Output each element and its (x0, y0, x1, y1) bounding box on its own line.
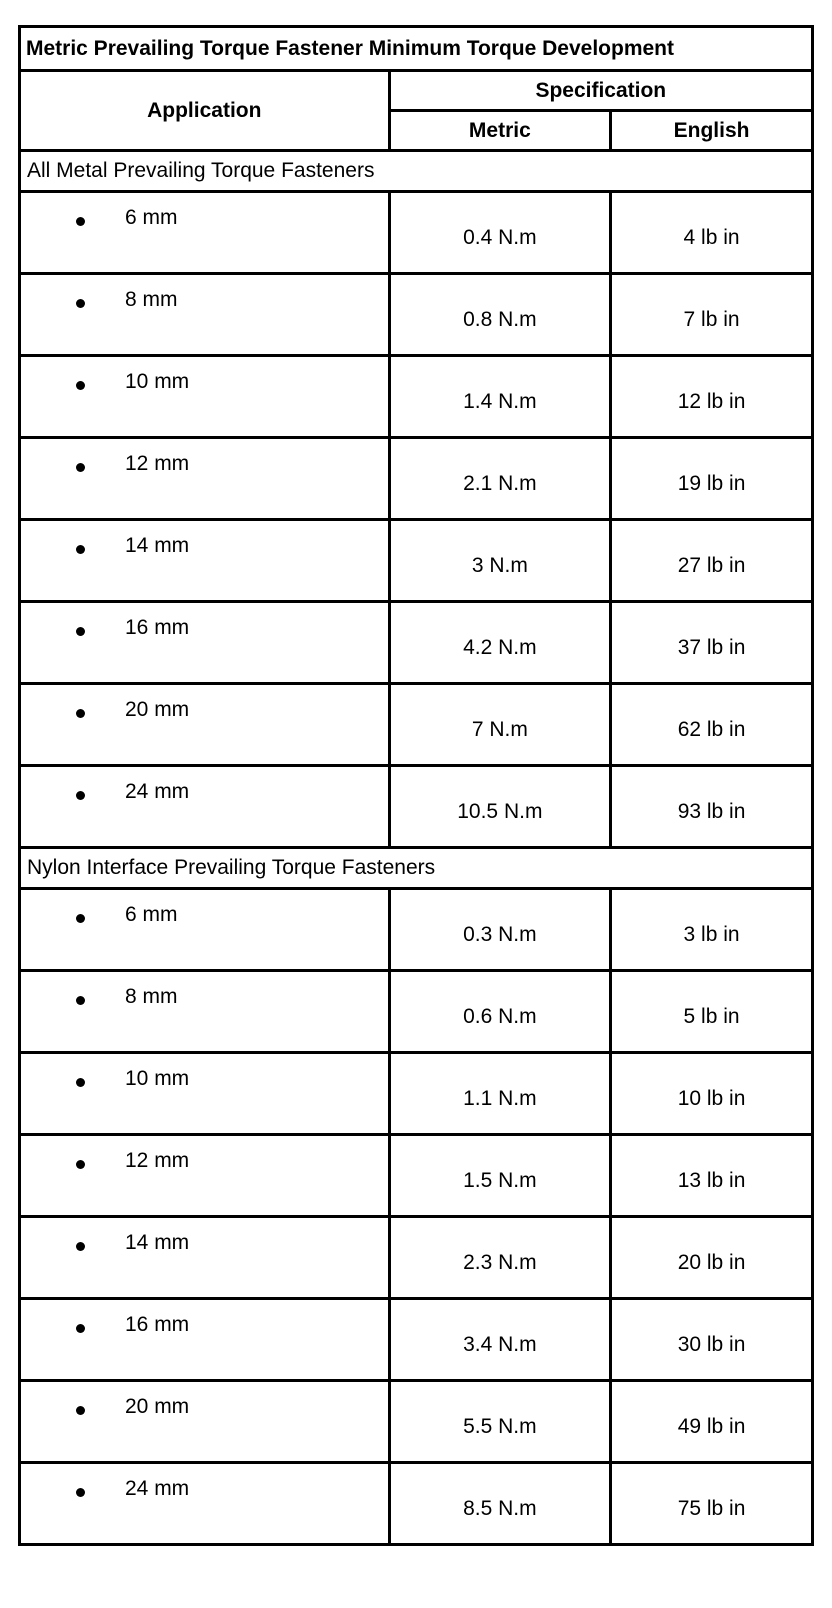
application-cell (20, 1463, 390, 1545)
fastener-size: 6 mm (125, 206, 178, 229)
fastener-size: 10 mm (125, 1067, 190, 1090)
metric-header: Metric (389, 111, 611, 151)
bullet-icon (76, 1406, 85, 1415)
bullet-icon (76, 914, 85, 923)
table-row (20, 438, 813, 520)
fastener-size: 12 mm (125, 452, 190, 475)
table-row (20, 766, 813, 848)
bullet-icon (76, 709, 85, 718)
table-row (20, 1135, 813, 1217)
table-body (20, 151, 813, 1545)
table-row (20, 1381, 813, 1463)
table-title: Metric Prevailing Torque Fastener Minimum Torque Development (20, 27, 813, 71)
bullet-icon (76, 1160, 85, 1169)
application-cell (20, 1217, 390, 1299)
english-value: 20 lb in (611, 1217, 813, 1299)
header-row-specification (20, 71, 813, 111)
english-value: 5 lb in (611, 971, 813, 1053)
english-value: 93 lb in (611, 766, 813, 848)
table-row (20, 602, 813, 684)
application-cell (20, 356, 390, 438)
fastener-size: 12 mm (125, 1149, 190, 1172)
bullet-icon (76, 1324, 85, 1333)
section-row (20, 848, 813, 889)
metric-value: 3 N.m (389, 520, 611, 602)
table-row (20, 520, 813, 602)
metric-value: 4.2 N.m (389, 602, 611, 684)
table-row (20, 1217, 813, 1299)
table-row (20, 1463, 813, 1545)
torque-spec-table (18, 25, 814, 1546)
english-value: 62 lb in (611, 684, 813, 766)
table-row (20, 1053, 813, 1135)
english-value: 30 lb in (611, 1299, 813, 1381)
fastener-size: 20 mm (125, 698, 190, 721)
english-header: English (611, 111, 813, 151)
fastener-size: 16 mm (125, 1313, 190, 1336)
application-cell (20, 1053, 390, 1135)
metric-value: 3.4 N.m (389, 1299, 611, 1381)
bullet-icon (76, 381, 85, 390)
specification-header: Specification (389, 71, 812, 111)
english-value: 4 lb in (611, 192, 813, 274)
metric-value: 0.4 N.m (389, 192, 611, 274)
metric-value: 1.4 N.m (389, 356, 611, 438)
application-cell (20, 1135, 390, 1217)
metric-value: 0.8 N.m (389, 274, 611, 356)
english-value: 10 lb in (611, 1053, 813, 1135)
english-value: 75 lb in (611, 1463, 813, 1545)
english-value: 7 lb in (611, 274, 813, 356)
metric-value: 0.6 N.m (389, 971, 611, 1053)
application-cell (20, 602, 390, 684)
fastener-size: 8 mm (125, 288, 178, 311)
bullet-icon (76, 217, 85, 226)
section-label: All Metal Prevailing Torque Fasteners (20, 151, 813, 192)
application-cell (20, 971, 390, 1053)
metric-value: 1.5 N.m (389, 1135, 611, 1217)
bullet-icon (76, 627, 85, 636)
table-row (20, 971, 813, 1053)
table-row (20, 192, 813, 274)
metric-value: 2.3 N.m (389, 1217, 611, 1299)
metric-value: 10.5 N.m (389, 766, 611, 848)
english-value: 27 lb in (611, 520, 813, 602)
application-cell (20, 192, 390, 274)
fastener-size: 24 mm (125, 780, 190, 803)
application-cell (20, 684, 390, 766)
bullet-icon (76, 463, 85, 472)
application-header: Application (20, 71, 390, 151)
table-row (20, 274, 813, 356)
bullet-icon (76, 1078, 85, 1087)
english-value: 12 lb in (611, 356, 813, 438)
fastener-size: 14 mm (125, 1231, 190, 1254)
english-value: 37 lb in (611, 602, 813, 684)
bullet-icon (76, 299, 85, 308)
fastener-size: 20 mm (125, 1395, 190, 1418)
section-row (20, 151, 813, 192)
metric-value: 2.1 N.m (389, 438, 611, 520)
application-cell (20, 889, 390, 971)
application-cell (20, 1381, 390, 1463)
table-row (20, 889, 813, 971)
title-row (20, 27, 813, 71)
bullet-icon (76, 1488, 85, 1497)
application-cell (20, 438, 390, 520)
table-row (20, 1299, 813, 1381)
application-cell (20, 520, 390, 602)
english-value: 13 lb in (611, 1135, 813, 1217)
fastener-size: 6 mm (125, 903, 178, 926)
application-cell (20, 1299, 390, 1381)
fastener-size: 16 mm (125, 616, 190, 639)
english-value: 19 lb in (611, 438, 813, 520)
english-value: 3 lb in (611, 889, 813, 971)
bullet-icon (76, 1242, 85, 1251)
fastener-size: 14 mm (125, 534, 190, 557)
metric-value: 5.5 N.m (389, 1381, 611, 1463)
application-cell (20, 274, 390, 356)
application-cell (20, 766, 390, 848)
fastener-size: 10 mm (125, 370, 190, 393)
metric-value: 1.1 N.m (389, 1053, 611, 1135)
english-value: 49 lb in (611, 1381, 813, 1463)
bullet-icon (76, 545, 85, 554)
section-label: Nylon Interface Prevailing Torque Fasteners (20, 848, 813, 889)
table-row (20, 684, 813, 766)
metric-value: 7 N.m (389, 684, 611, 766)
metric-value: 0.3 N.m (389, 889, 611, 971)
bullet-icon (76, 791, 85, 800)
fastener-size: 24 mm (125, 1477, 190, 1500)
table-row (20, 356, 813, 438)
metric-value: 8.5 N.m (389, 1463, 611, 1545)
fastener-size: 8 mm (125, 985, 178, 1008)
bullet-icon (76, 996, 85, 1005)
